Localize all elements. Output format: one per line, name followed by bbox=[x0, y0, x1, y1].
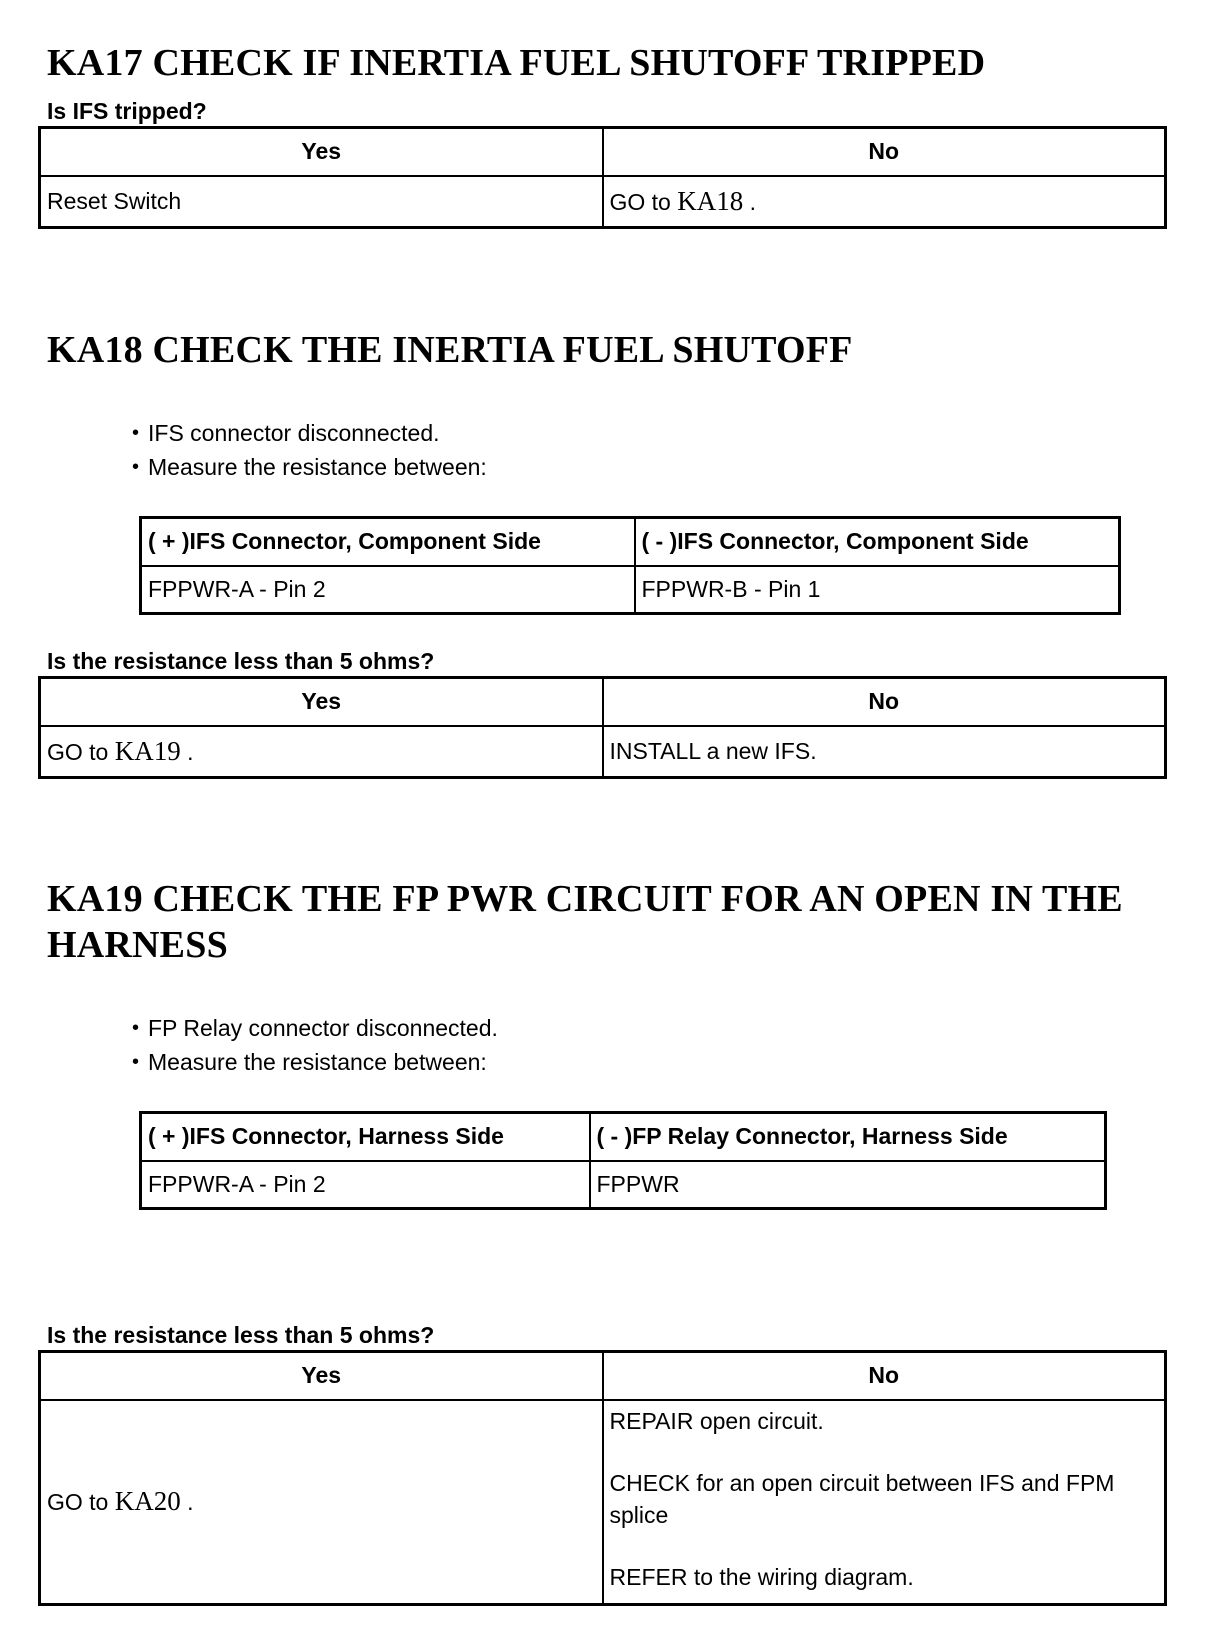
ka19-no-action: REFER to the wiring diagram. bbox=[609, 1563, 914, 1590]
ka19-link[interactable]: KA19 bbox=[114, 735, 181, 766]
ka19-no-action: CHECK for an open circuit between IFS and FPM splice bbox=[609, 1469, 1115, 1528]
ka17-yes-action: Reset Switch bbox=[40, 176, 603, 228]
ka18-positive-header: ( + )IFS Connector, Component Side bbox=[141, 518, 635, 566]
ka18-yes-action bbox=[40, 726, 603, 778]
ka17-decision-table bbox=[38, 126, 1167, 229]
ka17-no-action bbox=[603, 176, 1166, 228]
ka18-positive-pin: FPPWR-A - Pin 2 bbox=[141, 566, 635, 614]
ka18-link[interactable]: KA18 bbox=[677, 185, 744, 216]
ka18-bullet-list bbox=[132, 416, 487, 484]
ka19-bullet: • Measure the resistance between: bbox=[132, 1045, 498, 1079]
ka19-yes-action bbox=[40, 1400, 603, 1605]
ka18-no-header: No bbox=[603, 678, 1166, 726]
ka17-no-action-prefix: GO to bbox=[609, 188, 678, 215]
ka19-negative-pin: FPPWR bbox=[590, 1161, 1106, 1209]
ka19-title-line2: HARNESS bbox=[47, 924, 228, 966]
ka17-question: Is IFS tripped? bbox=[47, 98, 207, 124]
ka19-bullet-list bbox=[132, 1011, 498, 1079]
ka18-bullet: • IFS connector disconnected. bbox=[132, 416, 487, 450]
ka19-no-actions bbox=[603, 1400, 1166, 1605]
ka18-question: Is the resistance less than 5 ohms? bbox=[47, 648, 435, 674]
ka18-decision-table bbox=[38, 676, 1167, 779]
ka18-negative-pin: FPPWR-B - Pin 1 bbox=[635, 566, 1120, 614]
ka19-question: Is the resistance less than 5 ohms? bbox=[47, 1322, 435, 1348]
ka18-negative-header: ( - )IFS Connector, Component Side bbox=[635, 518, 1120, 566]
ka19-yes-action-suffix: . bbox=[180, 1489, 194, 1516]
ka19-yes-action-prefix: GO to bbox=[47, 1489, 115, 1516]
ka17-title: KA17 CHECK IF INERTIA FUEL SHUTOFF TRIPPED bbox=[47, 42, 986, 84]
ka17-no-header: No bbox=[603, 128, 1166, 176]
ka17-yes-header: Yes bbox=[40, 128, 603, 176]
ka20-link[interactable]: KA20 bbox=[114, 1486, 181, 1517]
ka18-yes-header: Yes bbox=[40, 678, 603, 726]
ka18-yes-action-suffix: . bbox=[180, 738, 194, 765]
ka19-measurement-table bbox=[139, 1111, 1107, 1210]
ka19-decision-table bbox=[38, 1350, 1167, 1606]
ka19-negative-header: ( - )FP Relay Connector, Harness Side bbox=[590, 1113, 1106, 1161]
ka19-title bbox=[47, 876, 1123, 968]
ka18-title: KA18 CHECK THE INERTIA FUEL SHUTOFF bbox=[47, 329, 853, 371]
ka19-positive-header: ( + )IFS Connector, Harness Side bbox=[141, 1113, 590, 1161]
ka18-no-action: INSTALL a new IFS. bbox=[603, 726, 1166, 778]
ka19-no-action: REPAIR open circuit. bbox=[609, 1407, 824, 1434]
ka19-bullet: • FP Relay connector disconnected. bbox=[132, 1011, 498, 1045]
ka19-no-header: No bbox=[603, 1352, 1166, 1400]
ka18-yes-action-prefix: GO to bbox=[47, 738, 115, 765]
ka19-positive-pin: FPPWR-A - Pin 2 bbox=[141, 1161, 590, 1209]
ka18-measurement-table bbox=[139, 516, 1121, 615]
ka17-no-action-suffix: . bbox=[743, 188, 757, 215]
ka19-title-line1: KA19 CHECK THE FP PWR CIRCUIT FOR AN OPEN IN THE bbox=[47, 878, 1123, 920]
ka19-yes-header: Yes bbox=[40, 1352, 603, 1400]
ka18-bullet: • Measure the resistance between: bbox=[132, 450, 487, 484]
